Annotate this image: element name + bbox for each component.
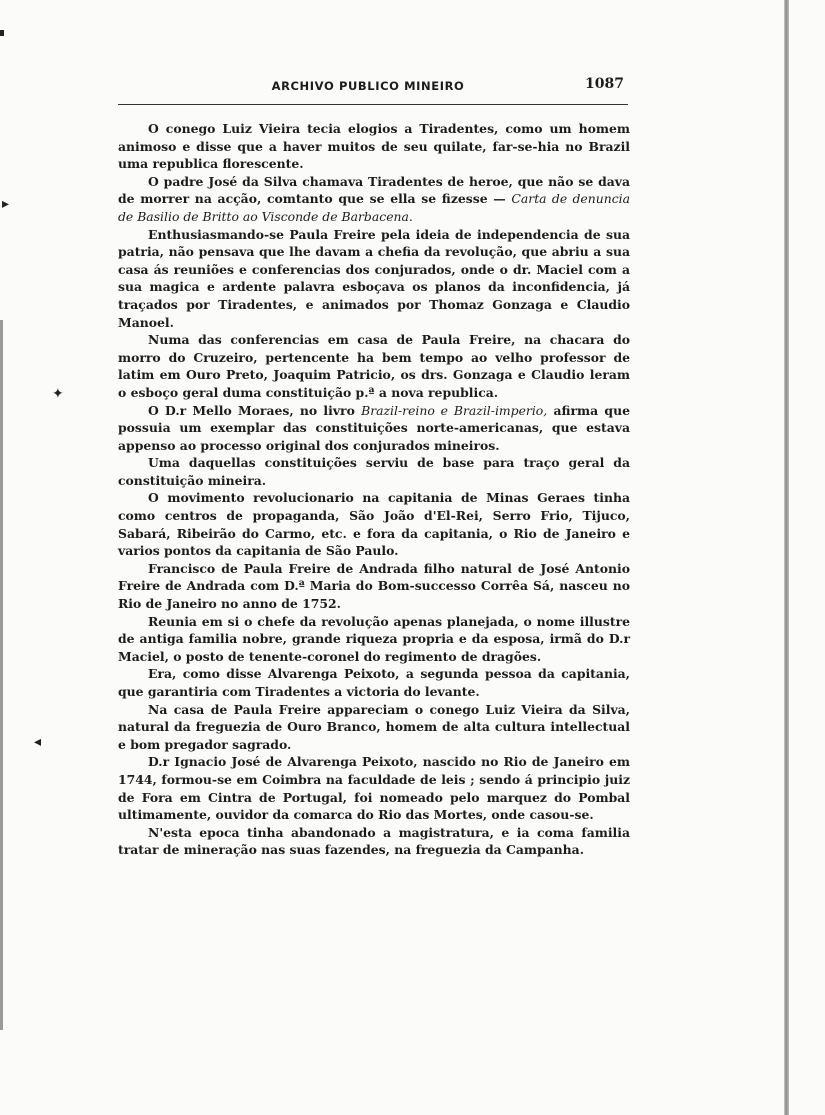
margin-mark: ✦ <box>52 386 64 402</box>
paragraph: Era, como disse Alvarenga Peixoto, a segunda pessoa da capitania, que garantiria com Tiradentes a victoria do levante. <box>118 666 630 699</box>
page-number: 1087 <box>585 76 624 92</box>
body-text <box>118 120 630 859</box>
book-title: Brazil-reino e Brazil-imperio, <box>361 402 548 418</box>
paragraph: O D.r Mello Moraes, no livro Brazil-reino e Brazil-imperio, afirma que possuia um exemplar das constituições norte-americanas, que estava appenso ao processo original dos conjurados mineiros. <box>118 402 630 453</box>
paragraph: Uma daquellas constituições serviu de base para traço geral da constituição mineira. <box>118 455 630 488</box>
page-edge-shadow <box>784 0 789 1115</box>
margin-mark: ◂ <box>34 734 42 750</box>
scan-mark <box>0 30 4 36</box>
running-title: ARCHIVO PUBLICO MINEIRO <box>271 79 465 93</box>
margin-mark: ▸ <box>2 196 10 212</box>
paragraph: O movimento revolucionario na capitania de Minas Geraes tinha como centros de propaganda, São João d'El-Rei, Serro Frio, Tijuco, Sabará, Ribeirão do Carmo, etc. e fora da capitania, o Rio de Janeiro e varios pontos da capitania de São Paulo. <box>118 490 630 559</box>
paragraph: D.r Ignacio José de Alvarenga Peixoto, nascido no Rio de Janeiro em 1744, formou-se em Coimbra na faculdade de leis ; sendo á principio juiz de Fora em Cintra de Portugal, foi nomeado pelo marquez do Pombal ultimamente, ouvidor da comarca do Rio das Mortes, onde casou-se. <box>118 754 630 823</box>
paragraph: Enthusiasmando-se Paula Freire pela ideia de independencia de sua patria, não pensava que lhe davam a chefia da revolução, que abriu a sua casa ás reuniões e conferencias dos conjurados, onde o dr. Maciel com a sua magica e ardente palavra esboçava os planos da inconfidencia, já traçados por Tiradentes, e animados por Thomaz Gonzaga e Claudio Manoel. <box>118 226 630 330</box>
binding-edge <box>0 320 3 1030</box>
paragraph: Numa das conferencias em casa de Paula Freire, na chacara do morro do Cruzeiro, pertencente ha bem tempo ao velho professor de latim em Ouro Preto, Joaquim Patricio, os drs. Gonzaga e Claudio leram o esboço geral duma constituição p.ª a nova republica. <box>118 332 630 400</box>
paragraph: Na casa de Paula Freire appareciam o conego Luiz Vieira da Silva, natural da freguezia de Ouro Branco, homem de alta cultura intellectual e bom pregador sagrado. <box>118 701 630 752</box>
citation: Carta de denuncia de Basilio de Britto ao Visconde de Barbacena. <box>118 191 630 224</box>
paragraph: O padre José da Silva chamava Tiradentes de heroe, que não se dava de morrer na acção, comtanto que se ella se fizesse — Carta de denuncia de Basilio de Britto ao Visconde de Barbacena. <box>118 173 630 224</box>
paragraph: Reunia em si o chefe da revolução apenas planejada, o nome illustre de antiga familia nobre, grande riqueza propria e da esposa, irmã do D.r Maciel, o posto de tenente-coronel do regimento de dragões. <box>118 613 630 664</box>
paragraph: N'esta epoca tinha abandonado a magistratura, e ia coma familia tratar de mineração nas suas fazendes, na freguezia da Campanha. <box>118 824 630 858</box>
paragraph: O conego Luiz Vieira tecia elogios a Tiradentes, como um homem animoso e disse que a haver muitos de seu quilate, far-se-hia no Brazil uma republica florescente. <box>118 121 630 172</box>
paragraph: Francisco de Paula Freire de Andrada filho natural de José Antonio Freire de Andrada com D.ª Maria do Bom-successo Corrêa Sá, nasceu no Rio de Janeiro no anno de 1752. <box>118 560 630 612</box>
page-header <box>118 76 628 105</box>
